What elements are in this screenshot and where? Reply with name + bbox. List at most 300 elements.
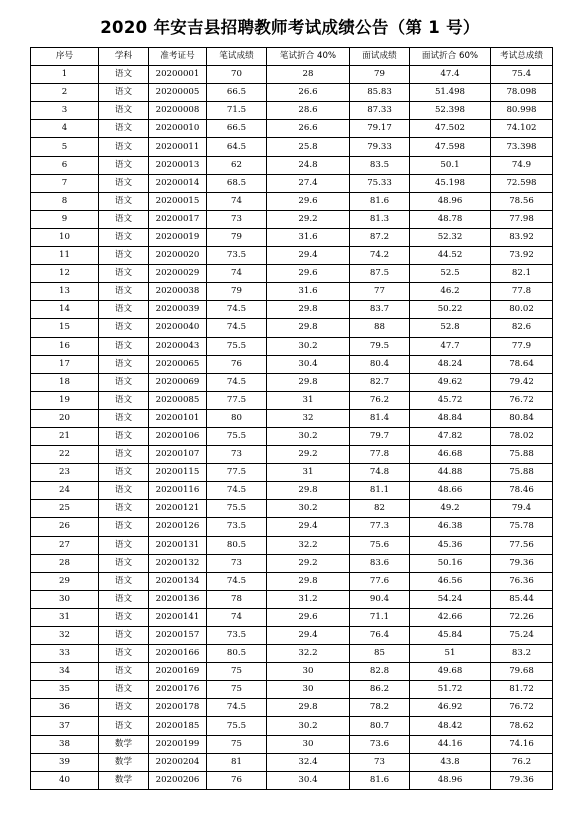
table-row [31,590,553,608]
cell-written-40pct: 30 [267,735,350,753]
cell-total-score: 78.56 [491,192,553,210]
cell-seq: 28 [31,554,99,572]
cell-written-40pct: 31 [267,391,350,409]
cell-interview-60pct: 44.52 [410,247,491,265]
cell-interview-60pct: 54.24 [410,590,491,608]
cell-seq: 9 [31,210,99,228]
cell-total-score: 77.56 [491,536,553,554]
cell-seq: 10 [31,228,99,246]
cell-interview-score: 82.8 [350,663,410,681]
table-row [31,283,553,301]
cell-interview-score: 82.7 [350,373,410,391]
cell-interview-score: 79.17 [350,120,410,138]
cell-written-score: 75 [207,735,267,753]
table-row [31,735,553,753]
cell-total-score: 85.44 [491,590,553,608]
table-row [31,120,553,138]
cell-seq: 12 [31,265,99,283]
cell-written-40pct: 29.2 [267,554,350,572]
cell-interview-60pct: 46.92 [410,699,491,717]
cell-interview-60pct: 43.8 [410,753,491,771]
table-row [31,608,553,626]
table-row [31,681,553,699]
table-row [31,102,553,120]
cell-seq: 21 [31,427,99,445]
column-header-written-40pct: 笔试折合 40% [267,48,350,66]
cell-subject: 语文 [99,301,149,319]
table-row [31,319,553,337]
cell-interview-60pct: 45.84 [410,627,491,645]
cell-interview-score: 76.4 [350,627,410,645]
cell-seq: 3 [31,102,99,120]
table-row [31,771,553,789]
cell-total-score: 78.62 [491,717,553,735]
cell-subject: 语文 [99,464,149,482]
cell-interview-score: 82 [350,500,410,518]
cell-subject: 语文 [99,120,149,138]
cell-interview-60pct: 51.498 [410,84,491,102]
cell-seq: 34 [31,663,99,681]
cell-interview-60pct: 44.88 [410,464,491,482]
cell-exam-id: 20200132 [149,554,207,572]
cell-interview-score: 83.6 [350,554,410,572]
table-row [31,427,553,445]
cell-seq: 36 [31,699,99,717]
cell-written-40pct: 26.6 [267,120,350,138]
cell-exam-id: 20200185 [149,717,207,735]
table-row [31,645,553,663]
cell-subject: 数学 [99,753,149,771]
cell-written-40pct: 29.8 [267,373,350,391]
cell-written-score: 81 [207,753,267,771]
column-header-subject: 学科 [99,48,149,66]
cell-subject: 语文 [99,210,149,228]
table-row [31,84,553,102]
cell-interview-60pct: 47.82 [410,427,491,445]
cell-written-score: 80 [207,409,267,427]
cell-interview-60pct: 50.1 [410,156,491,174]
cell-written-score: 76 [207,355,267,373]
cell-written-score: 73.5 [207,518,267,536]
cell-subject: 语文 [99,500,149,518]
column-header-interview-60pct: 面试折合 60% [410,48,491,66]
cell-total-score: 77.8 [491,283,553,301]
cell-interview-score: 79.33 [350,138,410,156]
cell-interview-60pct: 48.84 [410,409,491,427]
cell-total-score: 73.92 [491,247,553,265]
table-row [31,717,553,735]
cell-seq: 23 [31,464,99,482]
cell-interview-60pct: 46.38 [410,518,491,536]
cell-total-score: 80.84 [491,409,553,427]
cell-interview-60pct: 46.2 [410,283,491,301]
cell-exam-id: 20200085 [149,391,207,409]
cell-exam-id: 20200126 [149,518,207,536]
cell-written-40pct: 29.4 [267,627,350,645]
column-header-total-score: 考试总成绩 [491,48,553,66]
cell-written-40pct: 29.2 [267,446,350,464]
cell-interview-score: 86.2 [350,681,410,699]
cell-written-40pct: 29.8 [267,572,350,590]
cell-exam-id: 20200101 [149,409,207,427]
cell-written-40pct: 30.2 [267,500,350,518]
cell-seq: 2 [31,84,99,102]
cell-total-score: 79.36 [491,554,553,572]
cell-written-40pct: 28.6 [267,102,350,120]
cell-exam-id: 20200001 [149,66,207,84]
table-row [31,699,553,717]
cell-exam-id: 20200043 [149,337,207,355]
cell-interview-60pct: 45.36 [410,536,491,554]
cell-total-score: 83.2 [491,645,553,663]
cell-seq: 8 [31,192,99,210]
cell-interview-score: 79 [350,66,410,84]
cell-total-score: 82.6 [491,319,553,337]
column-header-interview-score: 面试成绩 [350,48,410,66]
cell-subject: 语文 [99,391,149,409]
cell-written-40pct: 29.6 [267,192,350,210]
cell-exam-id: 20200017 [149,210,207,228]
cell-seq: 6 [31,156,99,174]
cell-written-score: 73 [207,554,267,572]
cell-seq: 38 [31,735,99,753]
cell-total-score: 75.88 [491,446,553,464]
cell-written-score: 62 [207,156,267,174]
cell-total-score: 72.598 [491,174,553,192]
table-row [31,138,553,156]
cell-interview-60pct: 49.68 [410,663,491,681]
cell-written-40pct: 30.4 [267,771,350,789]
cell-total-score: 80.998 [491,102,553,120]
cell-seq: 18 [31,373,99,391]
cell-interview-60pct: 44.16 [410,735,491,753]
cell-written-score: 74 [207,192,267,210]
cell-subject: 语文 [99,427,149,445]
cell-total-score: 76.2 [491,753,553,771]
table-row [31,66,553,84]
cell-written-score: 70 [207,66,267,84]
cell-written-score: 79 [207,228,267,246]
cell-written-40pct: 29.8 [267,301,350,319]
cell-written-score: 75.5 [207,717,267,735]
cell-subject: 语文 [99,627,149,645]
cell-exam-id: 20200107 [149,446,207,464]
cell-written-40pct: 32.4 [267,753,350,771]
cell-interview-score: 80.4 [350,355,410,373]
cell-seq: 26 [31,518,99,536]
cell-exam-id: 20200166 [149,645,207,663]
cell-interview-score: 74.2 [350,247,410,265]
cell-written-score: 80.5 [207,536,267,554]
cell-interview-score: 79.7 [350,427,410,445]
cell-seq: 37 [31,717,99,735]
cell-interview-60pct: 45.198 [410,174,491,192]
cell-written-score: 77.5 [207,464,267,482]
cell-written-score: 66.5 [207,120,267,138]
cell-seq: 33 [31,645,99,663]
cell-subject: 语文 [99,192,149,210]
cell-seq: 4 [31,120,99,138]
table-row [31,355,553,373]
cell-exam-id: 20200204 [149,753,207,771]
cell-exam-id: 20200176 [149,681,207,699]
cell-interview-score: 77 [350,283,410,301]
cell-total-score: 83.92 [491,228,553,246]
cell-seq: 11 [31,247,99,265]
table-row [31,446,553,464]
cell-total-score: 75.78 [491,518,553,536]
cell-subject: 语文 [99,482,149,500]
cell-total-score: 77.98 [491,210,553,228]
cell-written-score: 75.5 [207,337,267,355]
cell-exam-id: 20200008 [149,102,207,120]
cell-interview-score: 81.3 [350,210,410,228]
cell-exam-id: 20200014 [149,174,207,192]
cell-written-40pct: 31.2 [267,590,350,608]
cell-subject: 语文 [99,156,149,174]
cell-written-40pct: 29.4 [267,247,350,265]
cell-subject: 语文 [99,265,149,283]
cell-written-score: 73 [207,210,267,228]
cell-written-40pct: 24.8 [267,156,350,174]
cell-subject: 语文 [99,572,149,590]
cell-interview-score: 71.1 [350,608,410,626]
cell-subject: 语文 [99,283,149,301]
cell-total-score: 76.36 [491,572,553,590]
cell-written-score: 68.5 [207,174,267,192]
cell-subject: 语文 [99,66,149,84]
cell-written-score: 78 [207,590,267,608]
cell-written-score: 77.5 [207,391,267,409]
cell-interview-60pct: 46.56 [410,572,491,590]
cell-written-40pct: 29.6 [267,265,350,283]
cell-subject: 语文 [99,174,149,192]
cell-subject: 语文 [99,373,149,391]
cell-subject: 语文 [99,138,149,156]
cell-seq: 14 [31,301,99,319]
cell-interview-score: 85.83 [350,84,410,102]
cell-interview-score: 81.4 [350,409,410,427]
table-row [31,500,553,518]
cell-written-score: 75 [207,681,267,699]
cell-written-score: 79 [207,283,267,301]
cell-interview-60pct: 50.16 [410,554,491,572]
cell-written-40pct: 28 [267,66,350,84]
cell-written-40pct: 30 [267,663,350,681]
column-header-written-score: 笔试成绩 [207,48,267,66]
cell-seq: 25 [31,500,99,518]
cell-interview-60pct: 48.66 [410,482,491,500]
table-row [31,536,553,554]
cell-written-40pct: 31.6 [267,283,350,301]
cell-exam-id: 20200131 [149,536,207,554]
cell-interview-60pct: 46.68 [410,446,491,464]
cell-subject: 语文 [99,518,149,536]
cell-total-score: 80.02 [491,301,553,319]
cell-written-40pct: 26.6 [267,84,350,102]
cell-subject: 语文 [99,681,149,699]
cell-interview-score: 90.4 [350,590,410,608]
table-row [31,210,553,228]
cell-exam-id: 20200040 [149,319,207,337]
cell-exam-id: 20200178 [149,699,207,717]
cell-written-40pct: 30.2 [267,337,350,355]
cell-subject: 语文 [99,247,149,265]
cell-subject: 语文 [99,102,149,120]
cell-written-40pct: 29.8 [267,319,350,337]
table-row [31,247,553,265]
cell-written-40pct: 31 [267,464,350,482]
cell-seq: 29 [31,572,99,590]
cell-seq: 22 [31,446,99,464]
cell-seq: 27 [31,536,99,554]
cell-written-40pct: 30.2 [267,427,350,445]
cell-written-score: 75.5 [207,500,267,518]
cell-interview-60pct: 51.72 [410,681,491,699]
cell-interview-score: 81.1 [350,482,410,500]
cell-written-score: 80.5 [207,645,267,663]
table-row [31,482,553,500]
cell-seq: 30 [31,590,99,608]
cell-subject: 数学 [99,771,149,789]
cell-exam-id: 20200019 [149,228,207,246]
table-row [31,373,553,391]
cell-total-score: 78.46 [491,482,553,500]
table-row [31,663,553,681]
cell-written-score: 73.5 [207,247,267,265]
cell-written-40pct: 29.4 [267,518,350,536]
cell-written-score: 74.5 [207,373,267,391]
table-row [31,753,553,771]
cell-interview-score: 77.3 [350,518,410,536]
cell-interview-60pct: 51 [410,645,491,663]
cell-seq: 31 [31,608,99,626]
cell-written-40pct: 25.8 [267,138,350,156]
cell-exam-id: 20200020 [149,247,207,265]
cell-written-40pct: 30 [267,681,350,699]
cell-subject: 语文 [99,645,149,663]
cell-written-40pct: 27.4 [267,174,350,192]
cell-seq: 16 [31,337,99,355]
table-row [31,572,553,590]
cell-exam-id: 20200115 [149,464,207,482]
cell-interview-60pct: 49.2 [410,500,491,518]
cell-subject: 语文 [99,84,149,102]
cell-seq: 32 [31,627,99,645]
cell-interview-score: 75.33 [350,174,410,192]
cell-exam-id: 20200106 [149,427,207,445]
cell-seq: 20 [31,409,99,427]
cell-subject: 语文 [99,554,149,572]
cell-written-score: 76 [207,771,267,789]
cell-exam-id: 20200010 [149,120,207,138]
cell-written-score: 74 [207,608,267,626]
cell-exam-id: 20200005 [149,84,207,102]
cell-interview-score: 85 [350,645,410,663]
cell-seq: 5 [31,138,99,156]
results-table-container [30,47,552,790]
cell-subject: 语文 [99,699,149,717]
cell-interview-score: 87.5 [350,265,410,283]
cell-total-score: 79.42 [491,373,553,391]
cell-written-40pct: 29.2 [267,210,350,228]
table-row [31,464,553,482]
cell-exam-id: 20200141 [149,608,207,626]
cell-written-40pct: 32.2 [267,536,350,554]
table-body [31,66,553,790]
cell-subject: 语文 [99,663,149,681]
cell-exam-id: 20200136 [149,590,207,608]
cell-exam-id: 20200199 [149,735,207,753]
header-row [31,48,553,66]
table-row [31,554,553,572]
cell-interview-60pct: 52.5 [410,265,491,283]
cell-exam-id: 20200039 [149,301,207,319]
cell-written-40pct: 30.4 [267,355,350,373]
cell-exam-id: 20200013 [149,156,207,174]
cell-total-score: 77.9 [491,337,553,355]
cell-total-score: 81.72 [491,681,553,699]
cell-exam-id: 20200206 [149,771,207,789]
cell-seq: 1 [31,66,99,84]
cell-exam-id: 20200116 [149,482,207,500]
table-row [31,265,553,283]
table-row [31,409,553,427]
cell-seq: 40 [31,771,99,789]
cell-subject: 语文 [99,319,149,337]
cell-total-score: 75.24 [491,627,553,645]
cell-total-score: 73.398 [491,138,553,156]
cell-total-score: 74.16 [491,735,553,753]
cell-seq: 17 [31,355,99,373]
cell-total-score: 79.36 [491,771,553,789]
cell-interview-60pct: 52.398 [410,102,491,120]
cell-total-score: 79.68 [491,663,553,681]
page-title: 2020 年安吉县招聘教师考试成绩公告（第 1 号） [100,18,480,37]
cell-interview-score: 81.6 [350,771,410,789]
cell-interview-60pct: 47.4 [410,66,491,84]
cell-interview-score: 78.2 [350,699,410,717]
cell-interview-score: 76.2 [350,391,410,409]
cell-interview-60pct: 47.7 [410,337,491,355]
cell-seq: 24 [31,482,99,500]
cell-written-score: 66.5 [207,84,267,102]
cell-written-score: 71.5 [207,102,267,120]
cell-interview-60pct: 48.78 [410,210,491,228]
cell-total-score: 78.64 [491,355,553,373]
cell-exam-id: 20200157 [149,627,207,645]
cell-total-score: 76.72 [491,391,553,409]
cell-written-score: 74.5 [207,699,267,717]
cell-written-40pct: 29.8 [267,699,350,717]
cell-exam-id: 20200065 [149,355,207,373]
cell-subject: 语文 [99,446,149,464]
cell-written-40pct: 29.6 [267,608,350,626]
cell-total-score: 74.102 [491,120,553,138]
cell-interview-60pct: 48.96 [410,192,491,210]
cell-exam-id: 20200134 [149,572,207,590]
cell-interview-score: 74.8 [350,464,410,482]
cell-seq: 35 [31,681,99,699]
cell-interview-60pct: 47.502 [410,120,491,138]
cell-subject: 数学 [99,735,149,753]
cell-interview-60pct: 42.66 [410,608,491,626]
cell-subject: 语文 [99,590,149,608]
cell-seq: 15 [31,319,99,337]
cell-subject: 语文 [99,337,149,355]
cell-written-40pct: 29.8 [267,482,350,500]
cell-exam-id: 20200038 [149,283,207,301]
